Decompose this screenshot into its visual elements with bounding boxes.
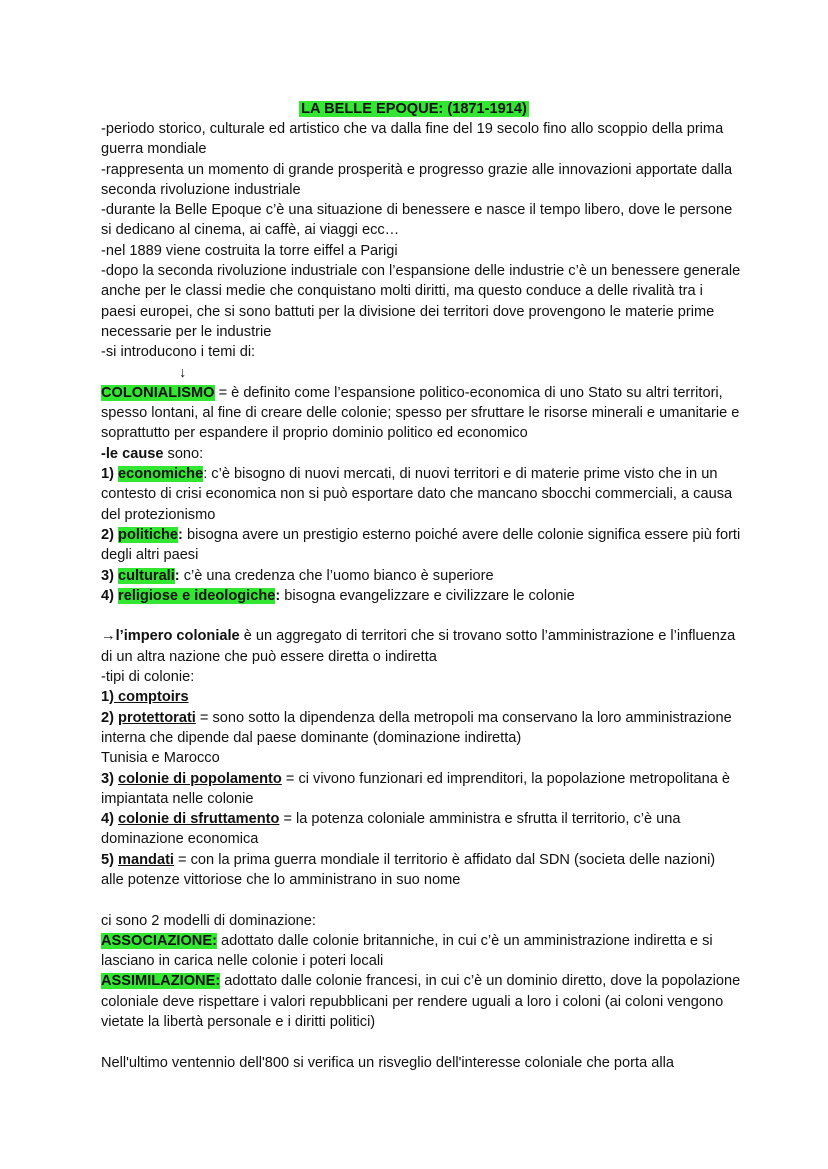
causes-heading-bold: -le cause [101,445,164,462]
colony-type-term: mandati [118,851,174,868]
model-text: adottato dalle colonie francesi, in cui c’è un dominio diretto, dove la popolazione coloniale deve rispettare i valori repubblicani per rendere uguali a loro i coloni (ai coloni vengono vietate la libertà personale e i diritti politici) [101,973,741,1031]
model-term: ASSOCIAZIONE: [101,932,217,949]
cause-number: 3) [101,567,119,584]
colony-type-text: = ci vivono funzionari ed imprenditori, la popolazione metropolitana è impiantata nelle colonie [101,770,731,807]
document-body [101,119,741,1073]
down-arrow-icon: ↓ [179,364,187,381]
colony-type-number: 1) [101,689,114,706]
cause-item [101,566,741,586]
model-item [101,931,741,972]
cause-colon: : [275,587,281,604]
model-text: adottato dalle colonie britanniche, in cui c’è un amministrazione indiretta e si lasciano in carica nelle colonie i poteri locali [101,932,713,970]
spacer [101,606,741,626]
cause-term: culturali [118,567,175,584]
cause-text: c’è una credenza che l’uomo bianco è superiore [179,567,494,584]
causes-heading [101,444,741,464]
cause-item [101,525,741,566]
causes-heading-rest: sono: [163,445,204,462]
model-term: ASSIMILAZIONE: [101,973,221,990]
cause-item [101,464,741,525]
impero-paragraph [101,626,741,667]
colonialismo-text: = è definito come l’espansione politico-economica di uno Stato su altri territori, spesso lontani, al fine di creare delle colonie; spesso per sfruttare le risorse minerali e umanitarie e soprattutto per espandere il proprio dominio politico ed economico [101,384,740,442]
cause-text: bisogna avere un prestigio esterno poiché avere delle colonie significa essere più forti degli altri paesi [101,526,741,564]
cause-item [101,586,741,606]
colony-type-item [101,769,741,810]
cause-term: economiche [118,466,204,483]
colony-type-item [101,708,741,749]
colony-type-text: = la potenza coloniale amministra e sfrutta il territorio, c’è una dominazione economica [101,811,681,848]
impero-term: →l’impero coloniale [101,628,240,645]
intro-paragraph: -si introducono i temi di: [101,344,256,361]
closing-paragraph: Nell'ultimo ventennio dell'800 si verifica un risveglio dell'interesse coloniale che porta alla [101,1054,674,1071]
colony-type-term: colonie di sfruttamento [118,811,280,828]
colony-type-item [101,850,741,891]
cause-colon: : [178,526,183,543]
colony-type-term: comptoirs [113,689,189,706]
colony-type-item [101,687,741,707]
colony-type-term: protettorati [118,709,196,726]
impero-text: è un aggregato di territori che si trovano sotto l’amministrazione e l’influenza di un altra nazione che può essere diretta o indiretta [101,628,736,665]
intro-paragraph: -dopo la seconda rivoluzione industriale con l’espansione delle industrie c’è un benessere generale anche per le classi medie che conquistano molti diritti, ma questo conduce a delle rivalità tra i paesi europei, che si sono battuti per la divisione dei territori dove provengono le materie prime necessarie per le industrie [101,263,741,340]
intro-paragraph: -nel 1889 viene costruita la torre eiffel a Parigi [101,242,398,259]
cause-text: : c’è bisogno di nuovi mercati, di nuovi territori e di materie prime visto che in un contesto di crisi economica non si può esportare dato che mancano sbocchi commerciali, a causa del protezionismo [101,466,733,523]
colony-type-item [101,809,741,850]
colony-type-text: = con la prima guerra mondiale il territorio è affidato dal SDN (societa delle nazioni) alle potenze vittoriose che lo amministrano in suo nome [101,851,716,888]
intro-paragraph: -rappresenta un momento di grande prosperità e progresso grazie alle innovazioni apportate dalla seconda rivoluzione industriale [101,161,733,198]
models-heading: ci sono 2 modelli di dominazione: [101,912,316,929]
intro-paragraph: -periodo storico, culturale ed artistico che va dalla fine del 19 secolo fino allo scoppio della prima guerra mondiale [101,121,724,158]
colony-type-number: 2) [101,709,119,726]
colony-type-text: = sono sotto la dipendenza della metropoli ma conservano la loro amministrazione interna che dipende dal paese dominante (dominazione indiretta) [101,709,732,746]
cause-term: religiose e ideologiche [118,587,276,604]
colony-type-number: 3) [101,770,119,787]
intro-paragraph: -durante la Belle Epoque c’è una situazione di benessere e nasce il tempo libero, dove le persone si dedicano al cinema, ai caffè, ai viaggi ecc… [101,202,733,239]
colony-types-heading: -tipi di colonie: [101,669,195,686]
model-item [101,971,741,1032]
colony-type-number: 5) [101,851,119,868]
page-title: LA BELLE EPOQUE: (1871-1914) [301,101,527,117]
title-line [0,99,828,119]
cause-colon: : [174,567,180,584]
protettorati-example: Tunisia e Marocco [101,750,220,767]
cause-text: bisogna evangelizzare e civilizzare le colonie [280,587,575,604]
cause-term: politiche [118,526,179,543]
spacer [101,890,741,910]
cause-number: 4) [101,587,119,604]
colonialismo-term: COLONIALISMO [101,384,215,401]
spacer [101,1032,741,1052]
colony-type-term: colonie di popolamento [118,770,282,787]
colony-type-number: 4) [101,811,119,828]
colonialismo-definition [101,383,741,444]
cause-number: 2) [101,526,119,543]
cause-number: 1) [101,466,119,483]
